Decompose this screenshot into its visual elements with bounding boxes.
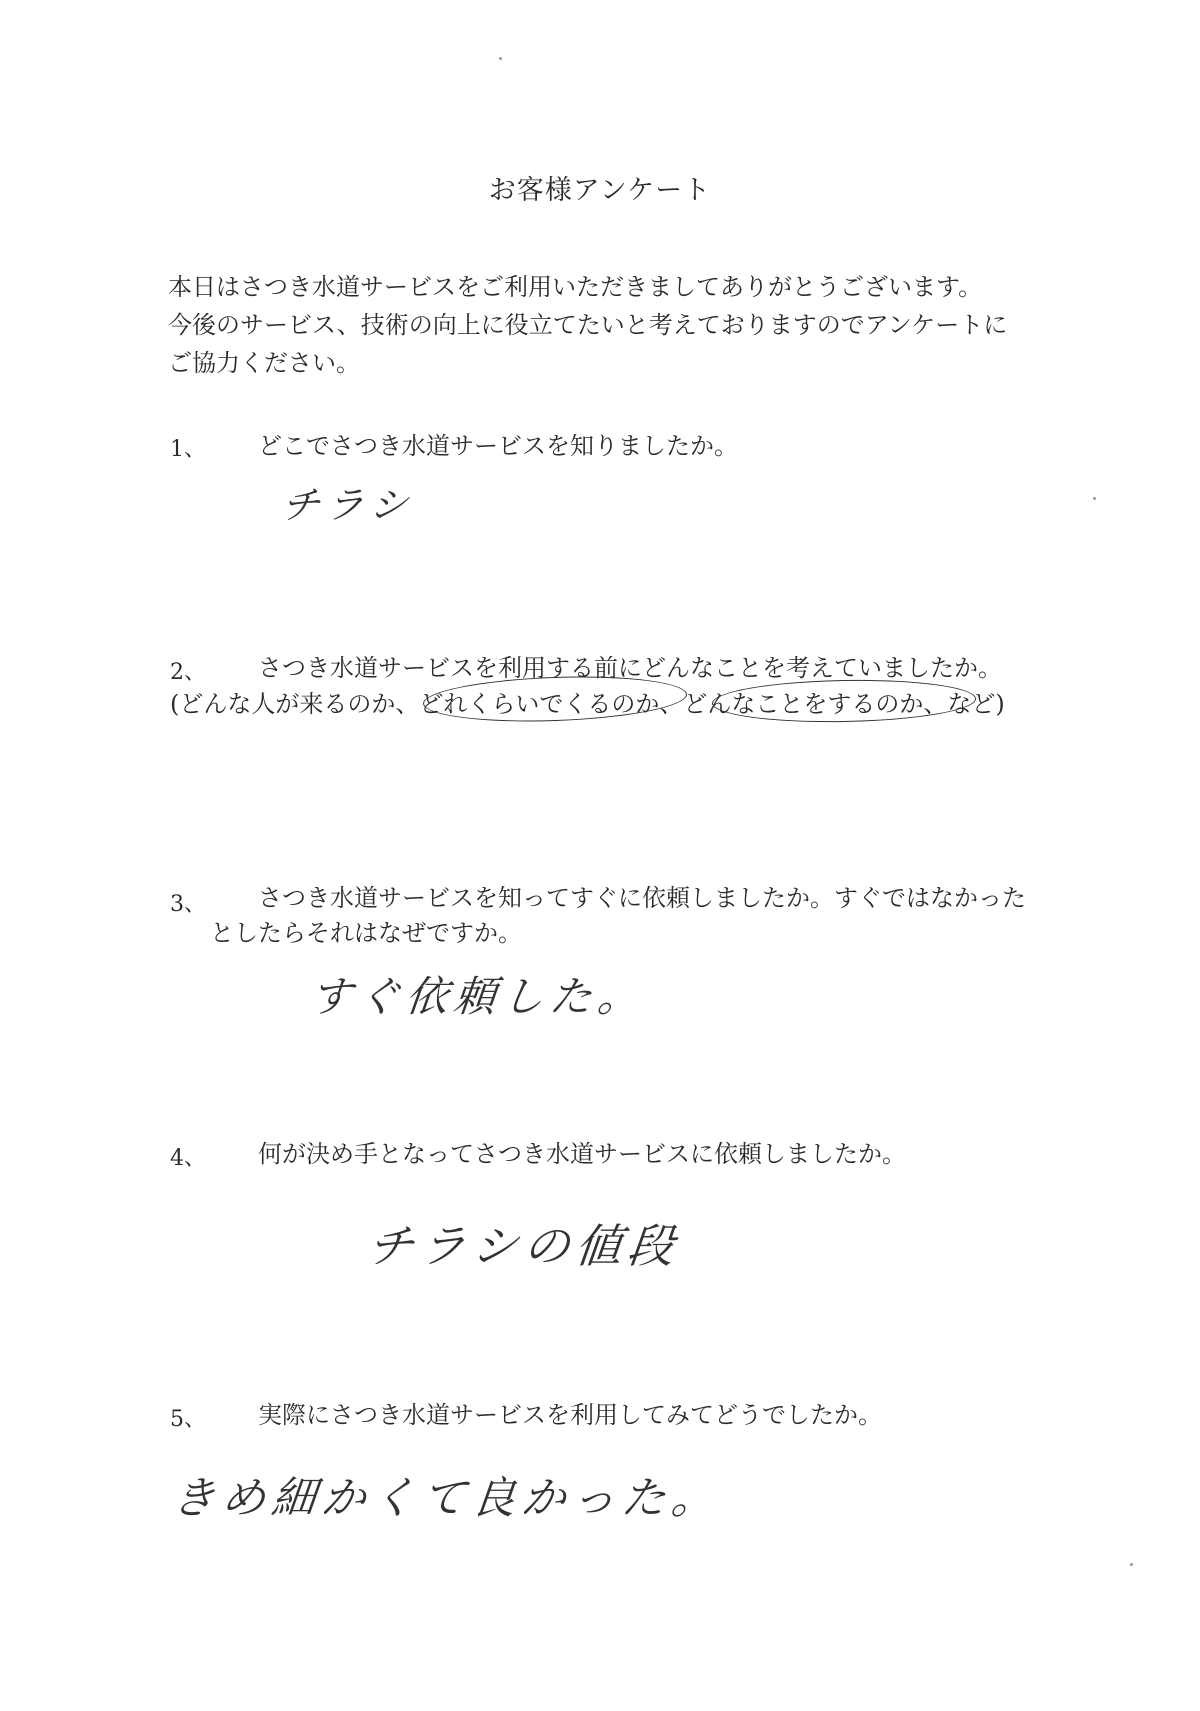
question-number: 3、 xyxy=(170,892,206,917)
handwritten-answer: チラシの値段 xyxy=(364,1219,683,1273)
question-text: どこでさつき水道サービスを知りましたか。 xyxy=(258,432,738,460)
intro-line: 今後のサービス、技術の向上に役立てたいと考えておりますのでアンケートに xyxy=(168,311,1008,339)
question-number: 4、 xyxy=(170,1146,206,1171)
question-text: さつき水道サービスを知ってすぐに依頼しましたか。すぐではなかった xyxy=(258,884,1026,912)
scan-speck xyxy=(1093,497,1096,500)
handwritten-answer: きめ細かくて良かった。 xyxy=(168,1473,725,1524)
question-number: 1、 xyxy=(170,437,206,462)
question-number: 2、 xyxy=(170,660,206,685)
question-subtext: (どんな人が来るのか、どれくらいでくるのか、どんなことをするのか、など) xyxy=(170,690,1005,718)
intro-text xyxy=(168,268,1068,382)
question-number: 5、 xyxy=(170,1407,206,1432)
intro-line: ご協力ください。 xyxy=(168,349,360,377)
scan-speck xyxy=(1130,1563,1133,1566)
question-text: 実際にさつき水道サービスを利用してみてどうでしたか。 xyxy=(258,1401,882,1429)
scan-speck xyxy=(499,57,502,60)
handwritten-answer: チラシ xyxy=(279,483,416,527)
handwritten-answer: すぐ依頼した。 xyxy=(307,972,649,1021)
question-subtext: としたらそれはなぜですか。 xyxy=(210,919,522,947)
intro-line: 本日はさつき水道サービスをご利用いただきましてありがとうございます。 xyxy=(168,273,983,301)
page-title: お客様アンケート xyxy=(488,175,712,206)
question-text: 何が決め手となってさつき水道サービスに依頼しましたか。 xyxy=(258,1140,906,1168)
question-text: さつき水道サービスを利用する前にどんなことを考えていましたか。 xyxy=(258,654,1002,682)
